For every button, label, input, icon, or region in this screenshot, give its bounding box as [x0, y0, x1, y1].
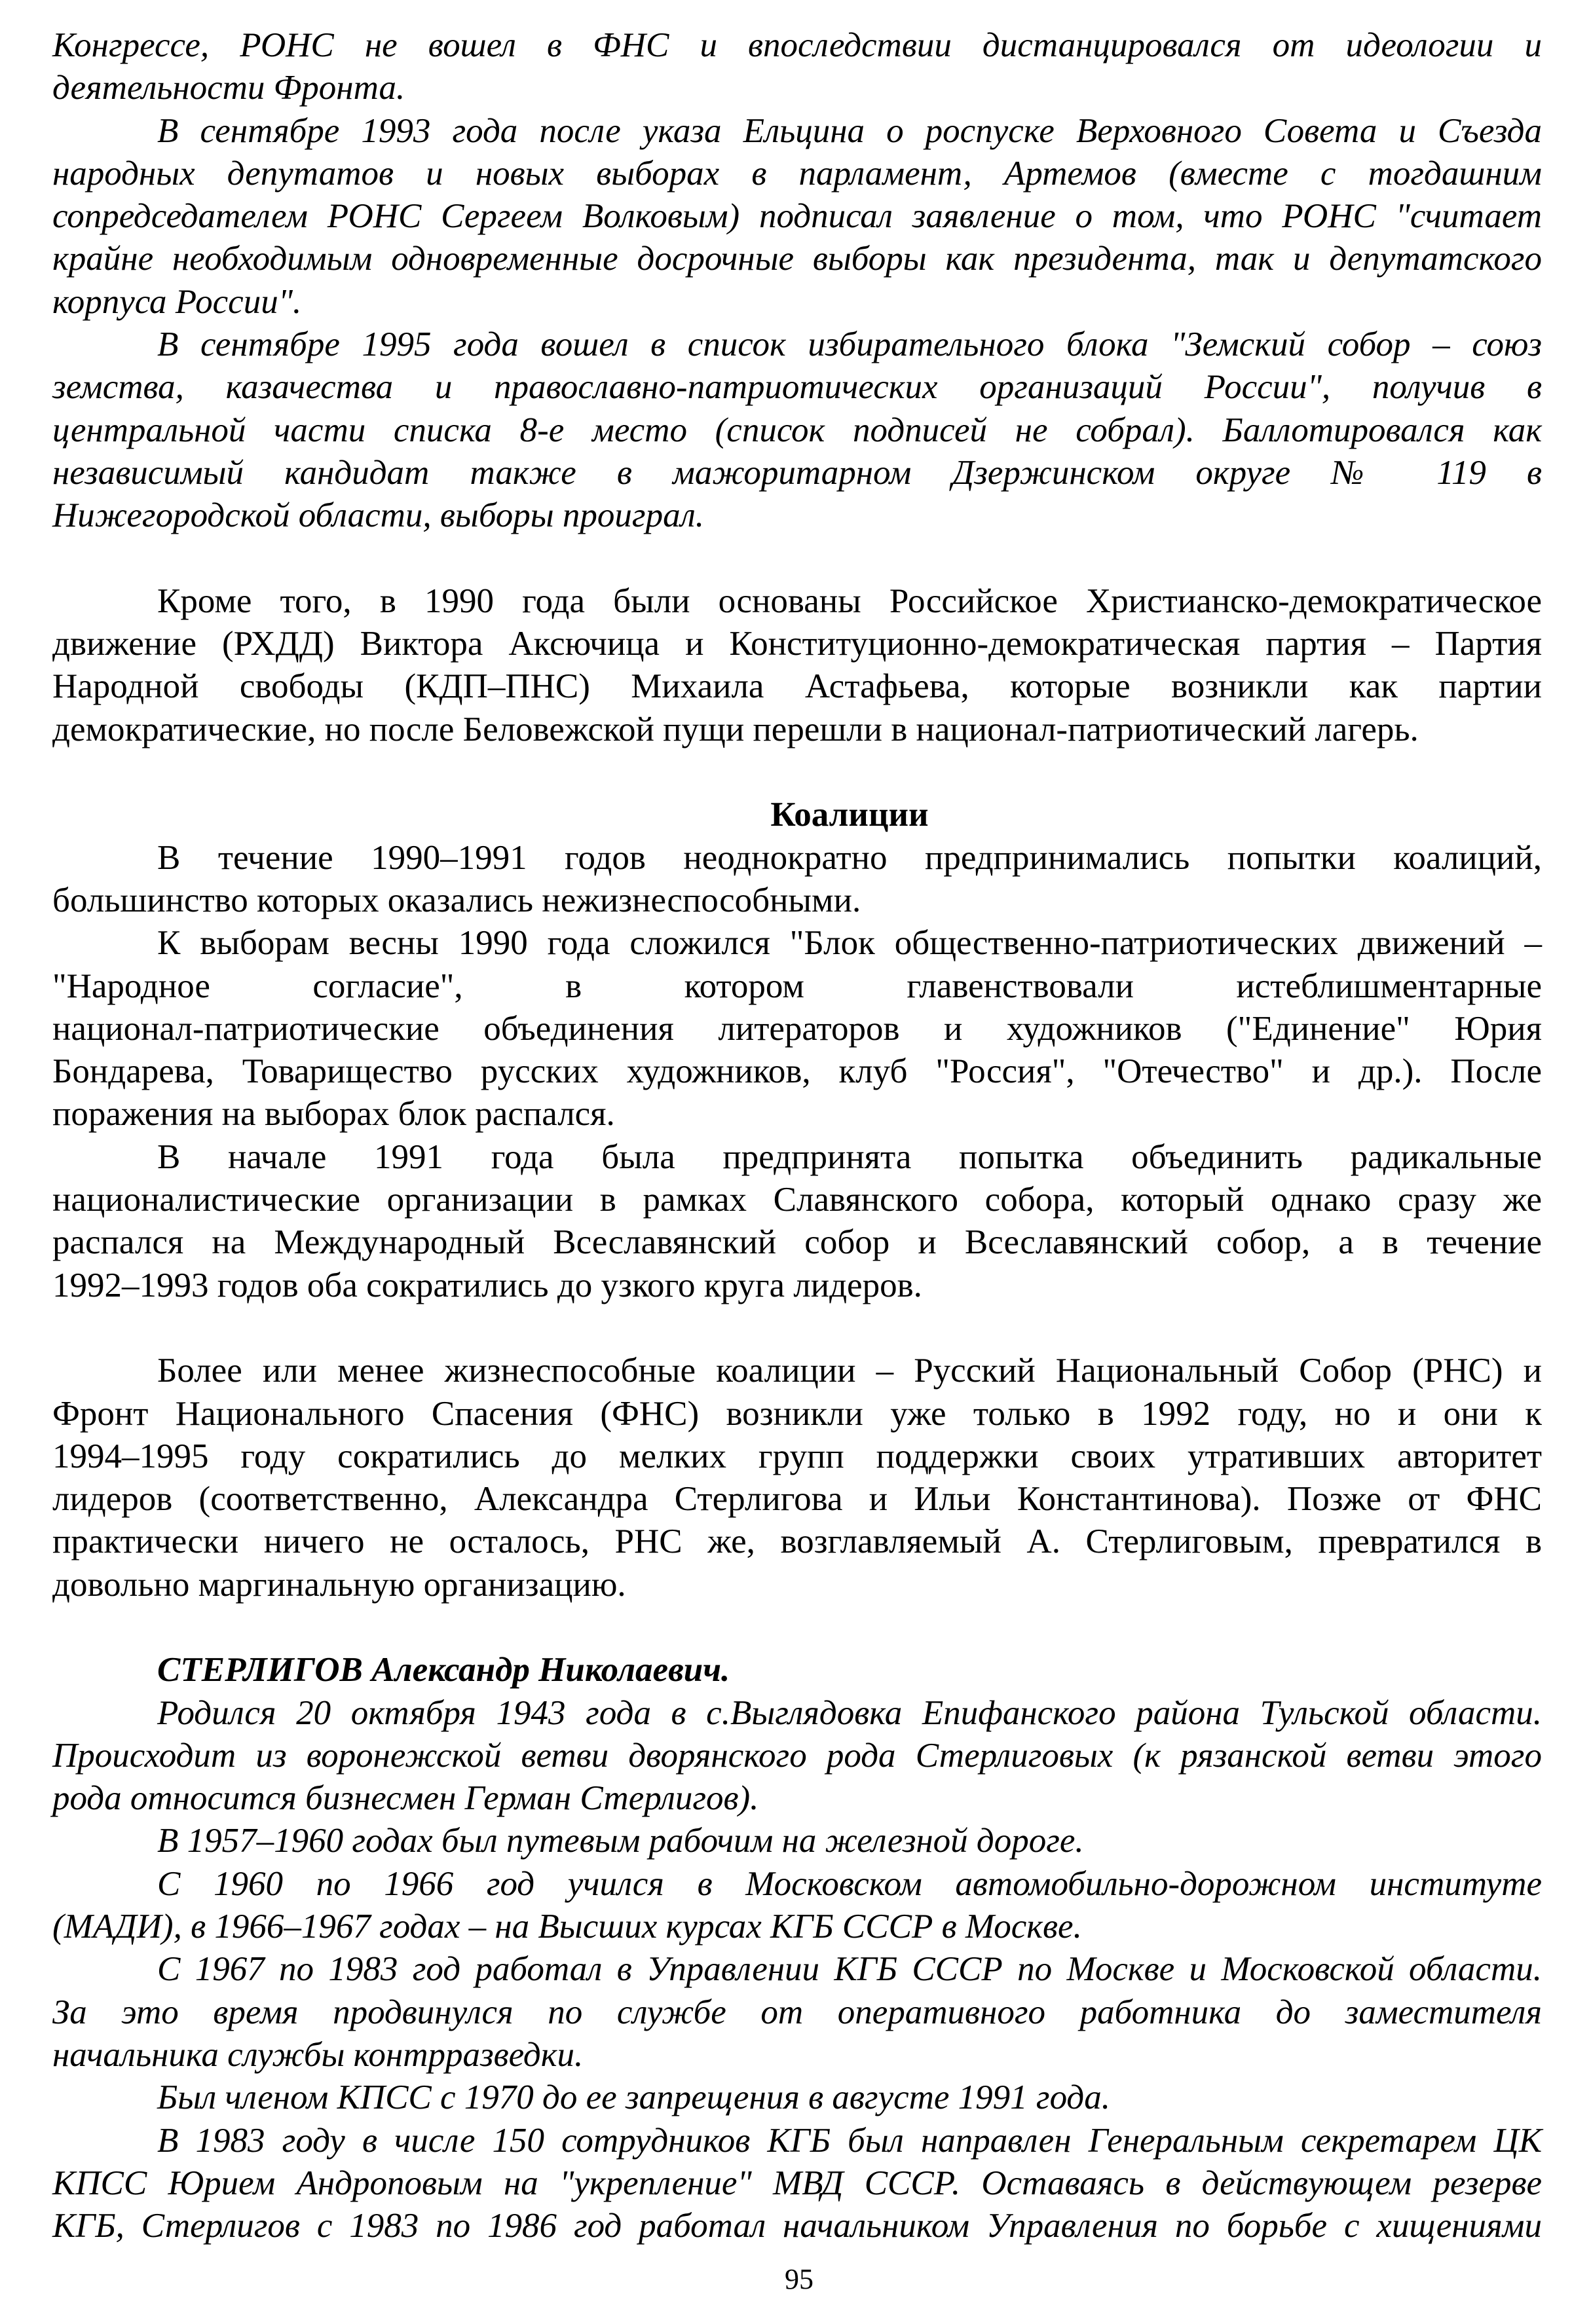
text-line: КГБ, Стерлигов с 1983 по 1986 год работал начальником Управления по борьбе с хищениями	[52, 2207, 1542, 2245]
text-line: национал-патриотические объединения литераторов и художников ("Единение" Юрия	[52, 1009, 1542, 1048]
text-line: Более или менее жизнеспособные коалиции – Русский Национальный Собор (РНС) и	[157, 1352, 1542, 1390]
text-line: движение (РХДД) Виктора Аксючица и Конституционно-демократическая партия – Партия	[52, 625, 1542, 663]
paragraph	[52, 1136, 1542, 1307]
paragraph	[52, 1863, 1542, 1949]
paragraph	[52, 580, 1542, 751]
section-heading: Коалиции	[770, 796, 929, 834]
text-line: практически ничего не осталось, РНС же, возглавляемый А. Стерлиговым, превратился в	[52, 1522, 1542, 1561]
blank-line	[52, 1307, 1542, 1350]
text-line: довольно маргинальную организацию.	[52, 1565, 626, 1604]
paragraph	[52, 24, 1542, 110]
text-line: Фронт Национального Спасения (ФНС) возникли уже только в 1992 году, но и они к	[52, 1394, 1542, 1433]
text-line: корпуса России".	[52, 282, 302, 321]
paragraph	[52, 110, 1542, 323]
text-line: Родился 20 октября 1943 года в с.Выглядовка Епифанского района Тульской области.	[157, 1693, 1542, 1732]
text-line: 1994–1995 году сократились до мелких групп поддержки своих утративших авторитет	[52, 1437, 1542, 1475]
text-line: большинство которых оказались нежизнеспособными.	[52, 881, 861, 919]
paragraph	[52, 1820, 1542, 1862]
text-line: В 1957–1960 годах был путевым рабочим на железной дороге.	[157, 1822, 1084, 1860]
text-line: демократические, но после Беловежской пущи перешли в национал-патриотический лагерь.	[52, 710, 1419, 748]
text-line: С 1967 по 1983 год работал в Управлении КГБ СССР по Москве и Московской области.	[157, 1950, 1542, 1989]
paragraph	[52, 323, 1542, 537]
text-line: В начале 1991 года была предпринята попытка объединить радикальные	[157, 1137, 1542, 1176]
document-body	[52, 24, 1542, 2247]
text-line: В сентябре 1993 года после указа Ельцина о роспуске Верховного Совета и Съезда	[157, 111, 1542, 150]
paragraph	[52, 922, 1542, 1135]
text-line: националистические организации в рамках Славянского собора, который однако сразу же	[52, 1181, 1542, 1219]
blank-line	[52, 1606, 1542, 1649]
text-line: крайне необходимым одновременные досрочные выборы как президента, так и депутатского	[52, 240, 1542, 278]
text-line: деятельности Фронта.	[52, 69, 405, 107]
text-line: Бондарева, Товарищество русских художников, клуб "Россия", "Отечество" и др.). После	[52, 1052, 1542, 1091]
text-line: Нижегородской области, выборы проиграл.	[52, 496, 704, 535]
paragraph	[52, 837, 1542, 923]
text-line: Кроме того, в 1990 года были основаны Российское Христианско-демократическое	[157, 581, 1542, 620]
text-line: центральной части списка 8-е место (список подписей не собрал). Баллотировался как	[52, 411, 1542, 449]
text-line: Конгрессе, РОНС не вошел в ФНС и впоследствии дистанцировался от идеологии и	[52, 26, 1542, 64]
text-line: В сентябре 1995 года вошел в список избирательного блока "Земский собор – союз	[157, 325, 1542, 364]
text-line: лидеров (соответственно, Александра Стерлигова и Ильи Константинова). Позже от ФНС	[52, 1480, 1542, 1519]
text-line: распался на Международный Всеславянский собор и Всеславянский собор, а в течение	[52, 1223, 1542, 1262]
text-line: Народной свободы (КДП–ПНС) Михаила Астафьева, которые возникли как партии	[52, 667, 1542, 706]
text-line: Происходит из воронежской ветви дворянского рода Стерлиговых (к рязанской ветви этого	[52, 1736, 1542, 1775]
text-line: 1992–1993 годов оба сократились до узкого круга лидеров.	[52, 1266, 922, 1304]
text-line: К выборам весны 1990 года сложился "Блок общественно-патриотических движений –	[157, 924, 1542, 963]
text-line: земства, казачества и православно-патриотических организаций России", получив в	[52, 368, 1542, 407]
text-line: народных депутатов и новых выборах в парламент, Артемов (вместе с тогдашним	[52, 154, 1542, 193]
text-line: С 1960 по 1966 год учился в Московском автомобильно-дорожном институте	[157, 1864, 1542, 1903]
text-line: За это время продвинулся по службе от оперативного работника до заместителя	[52, 1993, 1542, 2031]
text-line: КПСС Юрием Андроповым на "укрепление" МВД СССР. Оставаясь в действующем резерве	[52, 2164, 1542, 2202]
text-line: В течение 1990–1991 годов неоднократно предпринимались попытки коалиций,	[157, 838, 1542, 877]
text-line: В 1983 году в числе 150 сотрудников КГБ был направлен Генеральным секретарем ЦК	[157, 2121, 1542, 2160]
page-number: 95	[785, 2263, 814, 2295]
paragraph	[52, 2120, 1542, 2248]
text-line: Был членом КПСС с 1970 до ее запрещения в августе 1991 года.	[157, 2078, 1110, 2117]
paragraph	[52, 1692, 1542, 1820]
text-line: независимый кандидат также в мажоритарном Дзержинском округе № 119 в	[52, 453, 1542, 492]
blank-line	[52, 751, 1542, 794]
paragraph	[52, 1948, 1542, 2076]
text-line: начальника службы контрразведки.	[52, 2035, 584, 2074]
text-line: "Народное согласие", в котором главенствовали истеблишментарные	[52, 967, 1542, 1005]
text-line: сопредседателем РОНС Сергеем Волковым) подписал заявление о том, что РОНС "считает	[52, 197, 1542, 236]
paragraph	[52, 1350, 1542, 1606]
paragraph	[52, 2076, 1542, 2119]
text-line: (МАДИ), в 1966–1967 годах – на Высших курсах КГБ СССР в Москве.	[52, 1908, 1082, 1946]
text-line: поражения на выборах блок распался.	[52, 1095, 615, 1134]
blank-line	[52, 538, 1542, 580]
person-heading: СТЕРЛИГОВ Александр Николаевич.	[157, 1651, 730, 1689]
text-line: рода относится бизнесмен Герман Стерлигов).	[52, 1779, 759, 1818]
